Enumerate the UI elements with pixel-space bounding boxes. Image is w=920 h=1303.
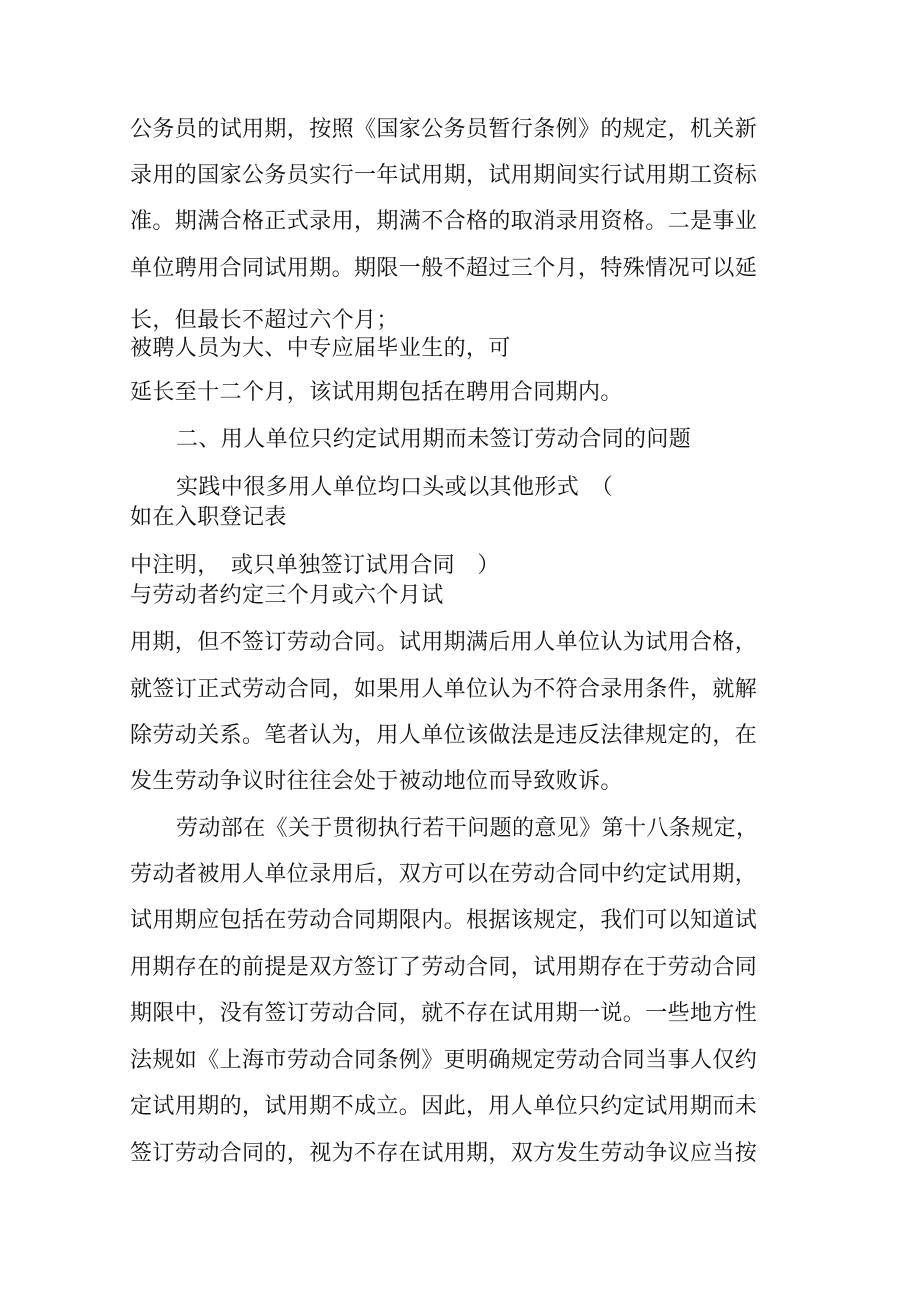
text-line: 准。期满合格正式录用，期满不合格的取消录用资格。二是事业 [130,209,758,234]
text-line: 单位聘用合同试用期。期限一般不超过三个月，特殊情况可以延 [130,256,758,281]
text-line: 用期存在的前提是双方签订了劳动合同，试用期存在于劳动合同 [130,955,758,980]
text-line: 延长至十二个月，该试用期包括在聘用合同期内。 [130,380,623,405]
text-line: 实践中很多用人单位均口头或以其他形式 （ [176,475,614,500]
text-line: 如在入职登记表 [130,505,287,530]
text-line: 除劳动关系。笔者认为，用人单位该做法是违反法律规定的，在 [130,723,758,748]
text-line: 用期，但不签订劳动合同。试用期满后用人单位认为试用合格， [130,630,758,655]
text-line: 中注明， 或只单独签订试用合同 ） [130,553,500,578]
text-line: 与劳动者约定三个月或六个月试 [130,583,444,608]
text-line: 签订劳动合同的，视为不存在试用期，双方发生劳动争议应当按 [130,1141,758,1166]
text-line: 法规如《上海市劳动合同条例》更明确规定劳动合同当事人仅约 [130,1048,758,1073]
section-heading: 二、用人单位只约定试用期而未签订劳动合同的问题 [176,427,692,452]
text-line: 录用的国家公务员实行一年试用期，试用期间实行试用期工资标 [130,163,758,188]
text-line: 就签订正式劳动合同，如果用人单位认为不符合录用条件，就解 [130,677,758,702]
text-line: 公务员的试用期，按照《国家公务员暂行条例》的规定，机关新 [130,117,758,142]
paragraph-start-line: 劳动部在《关于贯彻执行若干问题的意见》第十八条规定， [176,816,759,841]
text-line: 劳动者被用人单位录用后，双方可以在劳动合同中约定试用期， [130,862,758,887]
text-line: 期限中，没有签订劳动合同，就不存在试用期一说。一些地方性 [130,1001,758,1026]
text-line: 被聘人员为大、中专应届毕业生的，可 [130,336,511,361]
text-line: 长，但最长不超过六个月； [130,308,399,333]
text-line: 发生劳动争议时往往会处于被动地位而导致败诉。 [130,769,623,794]
text-line: 定试用期的，试用期不成立。因此，用人单位只约定试用期而未 [130,1094,758,1119]
text-line: 试用期应包括在劳动合同期限内。根据该规定，我们可以知道试 [130,908,758,933]
